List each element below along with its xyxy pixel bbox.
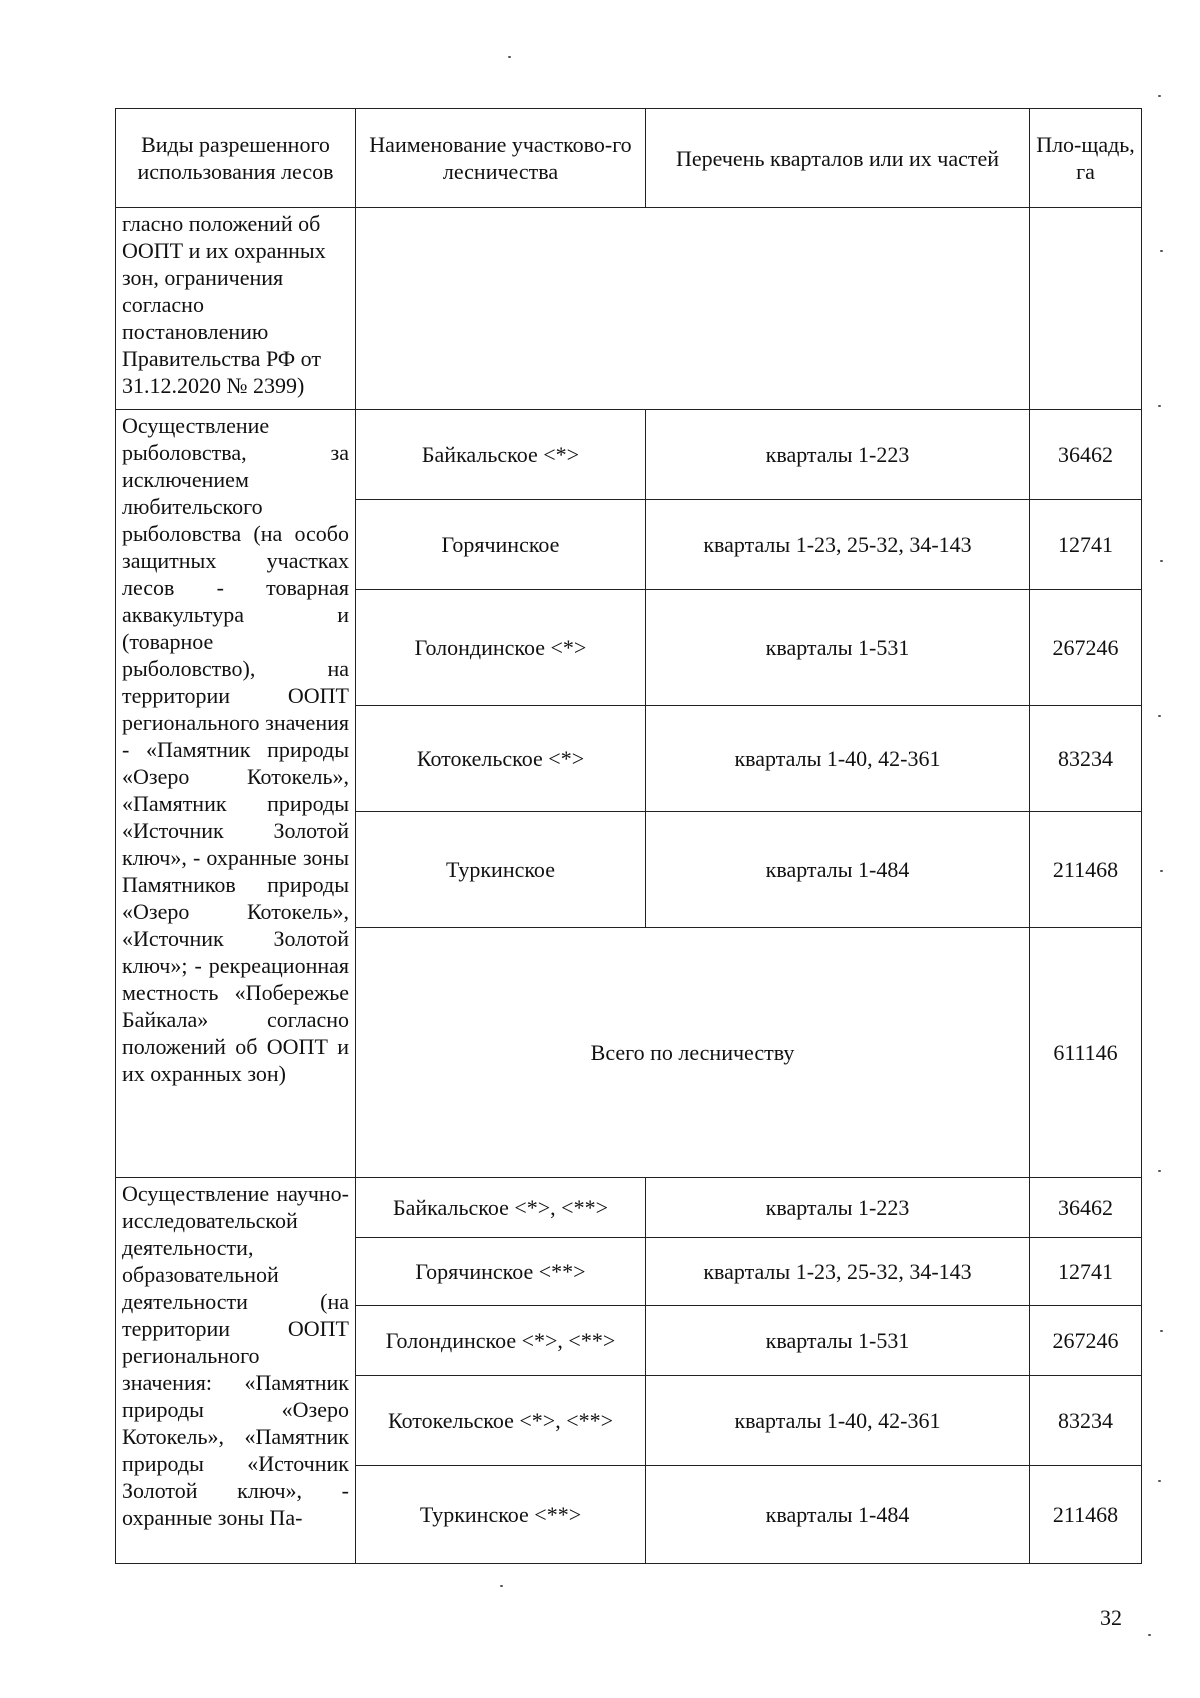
quarters-list: кварталы 1-484 xyxy=(646,1466,1030,1564)
forestry-name: Горячинское xyxy=(356,500,646,590)
area-value: 211468 xyxy=(1030,1466,1142,1564)
area-value: 267246 xyxy=(1030,1306,1142,1376)
header-forestry: Наименование участково-го лесничества xyxy=(356,109,646,208)
table-row xyxy=(116,1178,1142,1238)
quarters-list: кварталы 1-23, 25-32, 34-143 xyxy=(646,1238,1030,1306)
total-label: Всего по лесничеству xyxy=(356,928,1030,1178)
area-value: 267246 xyxy=(1030,590,1142,706)
scan-speck xyxy=(1160,870,1163,872)
scan-speck xyxy=(1158,1170,1161,1172)
area-value: 36462 xyxy=(1030,1178,1142,1238)
area-value: 83234 xyxy=(1030,706,1142,812)
header-area: Пло-щадь, га xyxy=(1030,109,1142,208)
use-type-fishing: Осуществление рыболовства, за исключением любительского рыболовства (на особо защитных участках лесов - товарная аквакультура и (товарное рыболовство), на территории ООПТ регионального значения - «Памятник природы «Озеро Котокель», «Памятник природы «Источник Золотой ключ», - охранные зоны Памятников природы «Озеро Котокель», «Источник Золотой ключ»; - рекреационная местность «Побережье Байкала» согласно положений об ООПТ и их охранных зон) xyxy=(116,410,356,1178)
scan-speck xyxy=(1148,1634,1151,1636)
table-row xyxy=(116,208,1142,410)
header-use-type: Виды разрешенного использования лесов xyxy=(116,109,356,208)
table-row xyxy=(116,410,1142,500)
quarters-list: кварталы 1-484 xyxy=(646,812,1030,928)
page-number: 32 xyxy=(1100,1605,1122,1630)
forestry-name: Байкальское <*> xyxy=(356,410,646,500)
scan-speck xyxy=(1158,95,1161,97)
forestry-name: Байкальское <*>, <**> xyxy=(356,1178,646,1238)
forestry-name: Горячинское <**> xyxy=(356,1238,646,1306)
total-area-value: 611146 xyxy=(1030,928,1142,1178)
quarters-list: кварталы 1-40, 42-361 xyxy=(646,1376,1030,1466)
scan-speck xyxy=(1158,1480,1161,1482)
area-value: 12741 xyxy=(1030,1238,1142,1306)
forest-use-table xyxy=(115,108,1142,1564)
forestry-name: Туркинское <**> xyxy=(356,1466,646,1564)
empty-cell xyxy=(1030,208,1142,410)
quarters-list: кварталы 1-531 xyxy=(646,590,1030,706)
forestry-name: Туркинское xyxy=(356,812,646,928)
quarters-list: кварталы 1-23, 25-32, 34-143 xyxy=(646,500,1030,590)
table-header-row xyxy=(116,109,1142,208)
scan-speck xyxy=(508,56,511,58)
scan-speck xyxy=(500,1585,503,1587)
empty-cell xyxy=(356,208,1030,410)
scan-speck xyxy=(1160,560,1163,562)
area-value: 36462 xyxy=(1030,410,1142,500)
forestry-name: Голондинское <*>, <**> xyxy=(356,1306,646,1376)
header-quarters: Перечень кварталов или их частей xyxy=(646,109,1030,208)
area-value: 211468 xyxy=(1030,812,1142,928)
quarters-list: кварталы 1-531 xyxy=(646,1306,1030,1376)
scan-speck xyxy=(1160,1330,1163,1332)
forestry-name: Котокельское <*> xyxy=(356,706,646,812)
use-type-research: Осуществление научно-исследовательской деятельности, образовательной деятельности (на территории ООПТ регионального значения: «Памятник природы «Озеро Котокель», «Памятник природы «Источник Золотой ключ», - охранные зоны Па- xyxy=(116,1178,356,1564)
continuation-use-type: гласно положений об ООПТ и их охранных зон, ограничения согласно постановлению Правительства РФ от 31.12.2020 № 2399) xyxy=(116,208,356,410)
scan-speck xyxy=(1158,715,1161,717)
forestry-name: Котокельское <*>, <**> xyxy=(356,1376,646,1466)
area-value: 12741 xyxy=(1030,500,1142,590)
scan-speck xyxy=(1158,405,1161,407)
forestry-name: Голондинское <*> xyxy=(356,590,646,706)
quarters-list: кварталы 1-223 xyxy=(646,410,1030,500)
area-value: 83234 xyxy=(1030,1376,1142,1466)
quarters-list: кварталы 1-223 xyxy=(646,1178,1030,1238)
quarters-list: кварталы 1-40, 42-361 xyxy=(646,706,1030,812)
scan-speck xyxy=(1160,250,1163,252)
